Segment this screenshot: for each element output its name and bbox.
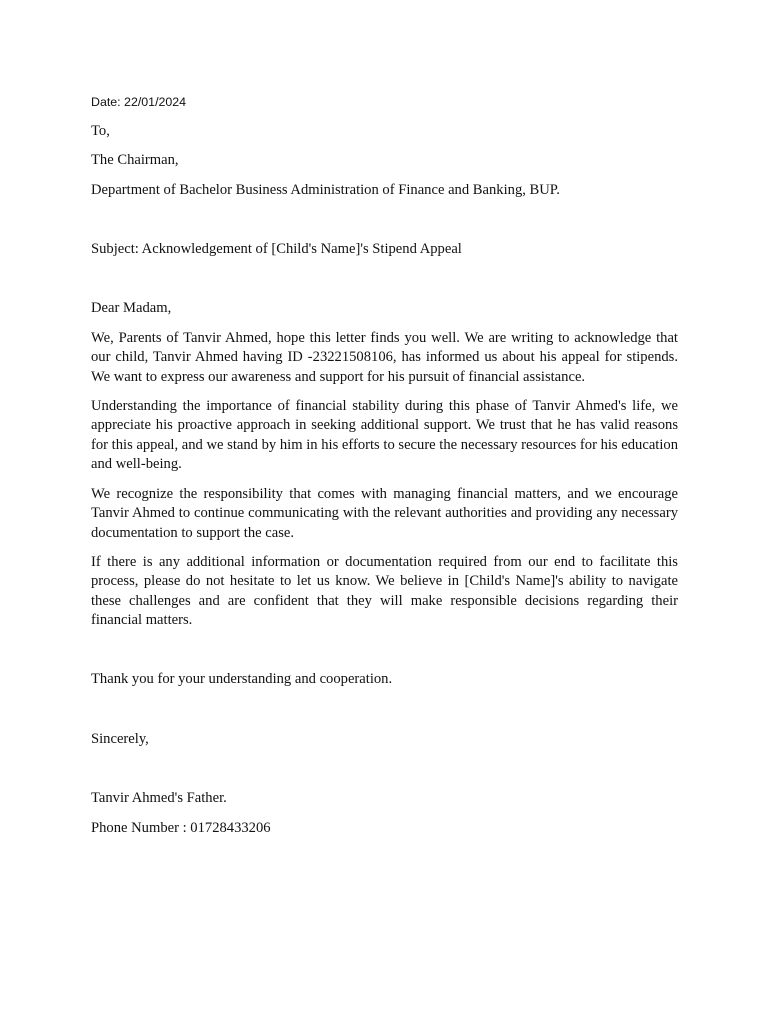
to-line: To, [91,123,110,139]
letter-subject: Subject: Acknowledgement of [Child's Name]'s Stipend Appeal [91,241,462,257]
recipient-department: Department of Bachelor Business Administration of Finance and Banking, BUP. [91,182,560,198]
letter-date: Date: 22/01/2024 [91,95,187,109]
closing-line: Sincerely, [91,731,149,747]
body-paragraph-3: We recognize the responsibility that comes with managing financial matters, and we encourage Tanvir Ahmed to continue communicating with the relevant authorities and providing any necessary documentation to support the case. [91,486,678,541]
signature-line: Tanvir Ahmed's Father. [91,790,227,806]
body-paragraph-2: Understanding the importance of financial stability during this phase of Tanvir Ahmed's life, we appreciate his proactive approach in seeking additional support. We trust that he has valid reasons for this appeal, and we stand by him in his efforts to secure the necessary resources for his education and well-being. [91,398,678,473]
thanks-line: Thank you for your understanding and cooperation. [91,671,393,687]
phone-number: Phone Number : 01728433206 [91,820,271,836]
body-paragraph-1: We, Parents of Tanvir Ahmed, hope this letter finds you well. We are writing to acknowledge that our child, Tanvir Ahmed having ID -23221508106, has informed us about his appeal for stipends. We want to express our awareness and support for his pursuit of financial assistance. [91,330,678,385]
recipient-title: The Chairman, [91,152,179,168]
salutation: Dear Madam, [91,300,172,316]
body-paragraph-4: If there is any additional information or documentation required from our end to facilitate this process, please do not hesitate to let us know. We believe in [Child's Name]'s ability to navigate these challenges and are confident that they will make responsible decisions regarding their financial matters. [91,554,678,629]
